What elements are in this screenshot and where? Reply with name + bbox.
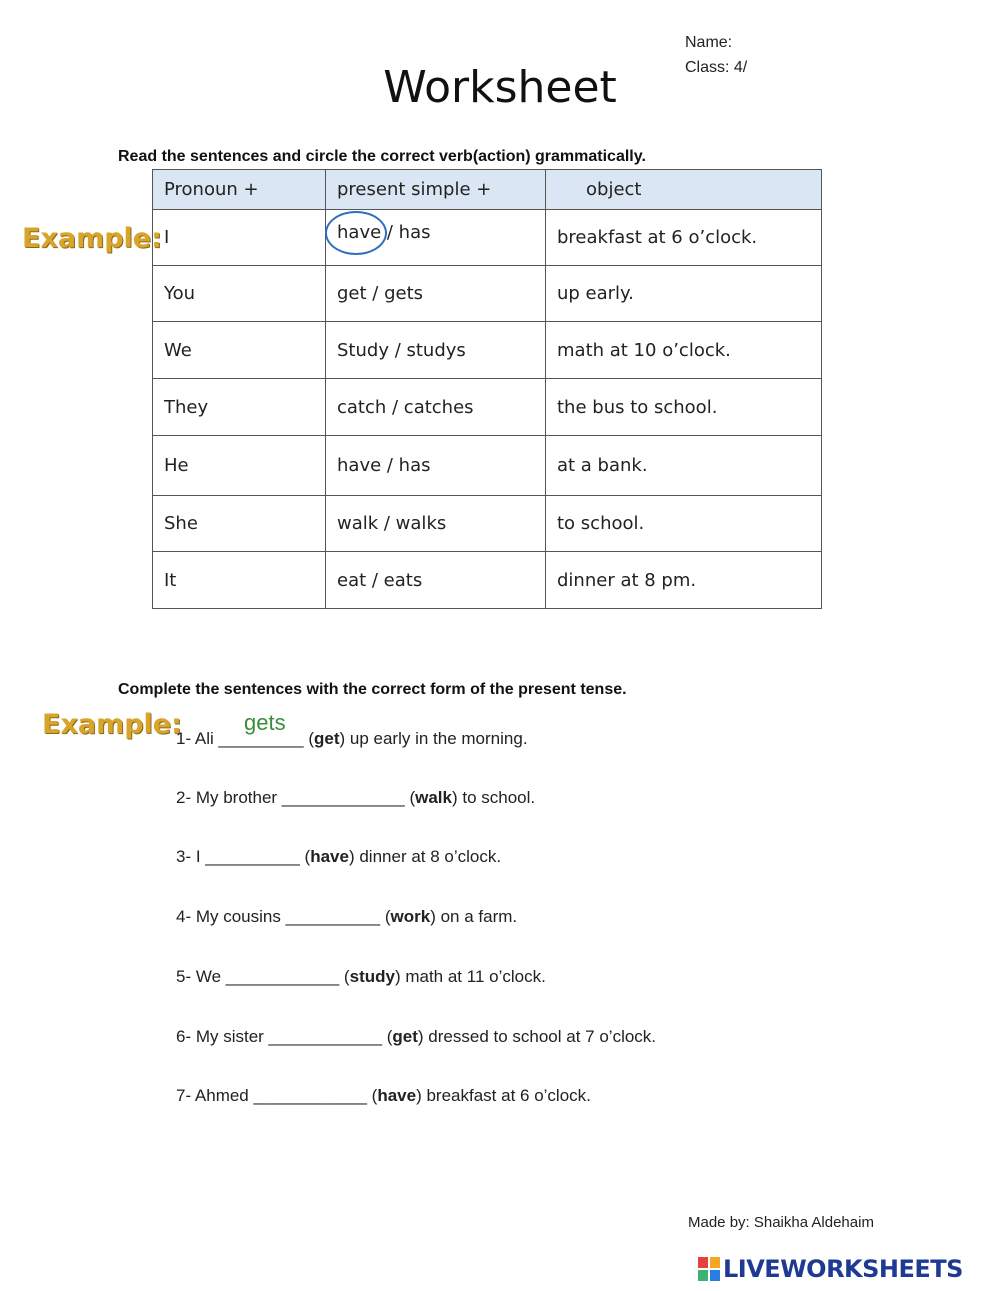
verb-table	[152, 169, 822, 609]
object-cell: to school.	[546, 496, 822, 552]
author-credit: Made by: Shaikha Aldehaim	[688, 1214, 874, 1231]
pronoun-cell: It	[153, 552, 326, 609]
object-cell: breakfast at 6 o’clock.	[546, 210, 822, 266]
sentence-text: 7- Ahmed ____________ (	[176, 1086, 378, 1105]
sentence-3	[176, 847, 501, 867]
sentence-text: 3- I __________ (	[176, 847, 311, 866]
sentence-1	[176, 729, 528, 749]
verb-choice-cell[interactable]: walk / walks	[326, 496, 546, 552]
sentence-text: 5- We ____________ (	[176, 967, 350, 986]
table-row	[153, 266, 822, 322]
table-row	[153, 436, 822, 496]
example-answer-circle	[325, 211, 387, 255]
table-row	[153, 322, 822, 379]
logo-text: LIVEWORKSHEETS	[723, 1255, 963, 1283]
table-row	[153, 210, 822, 266]
base-verb: get	[314, 729, 340, 748]
page-title: Worksheet	[383, 62, 617, 113]
pronoun-cell: I	[153, 210, 326, 266]
class-label: Class: 4/	[685, 59, 748, 76]
sentence-7	[176, 1086, 591, 1106]
verb-option-circled[interactable]: have	[337, 222, 382, 243]
base-verb: have	[310, 847, 349, 866]
verb-choice-cell[interactable]: get / gets	[326, 266, 546, 322]
sentence-text: ) breakfast at 6 o’clock.	[416, 1086, 591, 1105]
sentence-6	[176, 1027, 656, 1047]
sentence-text: ) to school.	[451, 788, 536, 807]
logo-square	[698, 1257, 708, 1268]
base-verb: walk	[415, 788, 452, 807]
column-header-pronoun: Pronoun +	[153, 170, 326, 210]
pronoun-cell: They	[153, 379, 326, 436]
verb-choice-cell[interactable]: catch / catches	[326, 379, 546, 436]
base-verb: study	[349, 967, 395, 986]
section2-instruction: Complete the sentences with the correct form of the present tense.	[118, 681, 627, 698]
column-header-object: object	[546, 170, 822, 210]
sentence-text: ) math at 11 o’clock.	[394, 967, 546, 986]
table-header-row	[153, 170, 822, 210]
logo-square	[710, 1270, 720, 1281]
sentence-5	[176, 967, 546, 987]
table-row	[153, 552, 822, 609]
sentence-text: 1- Ali _________ (	[176, 729, 314, 748]
base-verb: get	[392, 1027, 418, 1046]
pronoun-cell: He	[153, 436, 326, 496]
pronoun-cell: We	[153, 322, 326, 379]
object-cell: the bus to school.	[546, 379, 822, 436]
verb-choice-cell[interactable]: eat / eats	[326, 552, 546, 609]
logo-square	[710, 1257, 720, 1268]
table-row	[153, 379, 822, 436]
base-verb: work	[390, 907, 431, 926]
verb-choice-cell[interactable]: have / has	[326, 436, 546, 496]
base-verb: have	[377, 1086, 417, 1105]
verb-option-rest[interactable]: / has	[381, 222, 431, 243]
object-cell: dinner at 8 pm.	[546, 552, 822, 609]
sentence-text: 4- My cousins __________ (	[176, 907, 391, 926]
logo-grid-icon	[698, 1257, 720, 1281]
sentence-text: 2- My brother _____________ (	[176, 788, 416, 807]
sentence-text: ) up early in the morning.	[339, 729, 528, 748]
column-header-verb: present simple +	[326, 170, 546, 210]
object-cell: at a bank.	[546, 436, 822, 496]
object-cell: up early.	[546, 266, 822, 322]
sentence-2	[176, 788, 535, 808]
liveworksheets-logo	[698, 1255, 963, 1283]
verb-choice-cell[interactable]: Study / studys	[326, 322, 546, 379]
section2-example-label: Example:	[42, 709, 182, 740]
table-row	[153, 496, 822, 552]
sentence-text: ) dressed to school at 7 o’clock.	[417, 1027, 657, 1046]
object-cell: math at 10 o’clock.	[546, 322, 822, 379]
section1-instruction: Read the sentences and circle the correct verb(action) grammatically.	[118, 148, 646, 165]
sentence-4	[176, 907, 517, 927]
pronoun-cell: She	[153, 496, 326, 552]
section1-example-label: Example:	[22, 223, 162, 254]
example-answer-text[interactable]: gets	[244, 710, 286, 735]
sentence-text: 6- My sister ____________ (	[176, 1027, 393, 1046]
sentence-text: ) dinner at 8 o’clock.	[348, 847, 502, 866]
sentence-text: ) on a farm.	[430, 907, 518, 926]
pronoun-cell: You	[153, 266, 326, 322]
name-label: Name:	[685, 34, 733, 51]
logo-square	[698, 1270, 708, 1281]
